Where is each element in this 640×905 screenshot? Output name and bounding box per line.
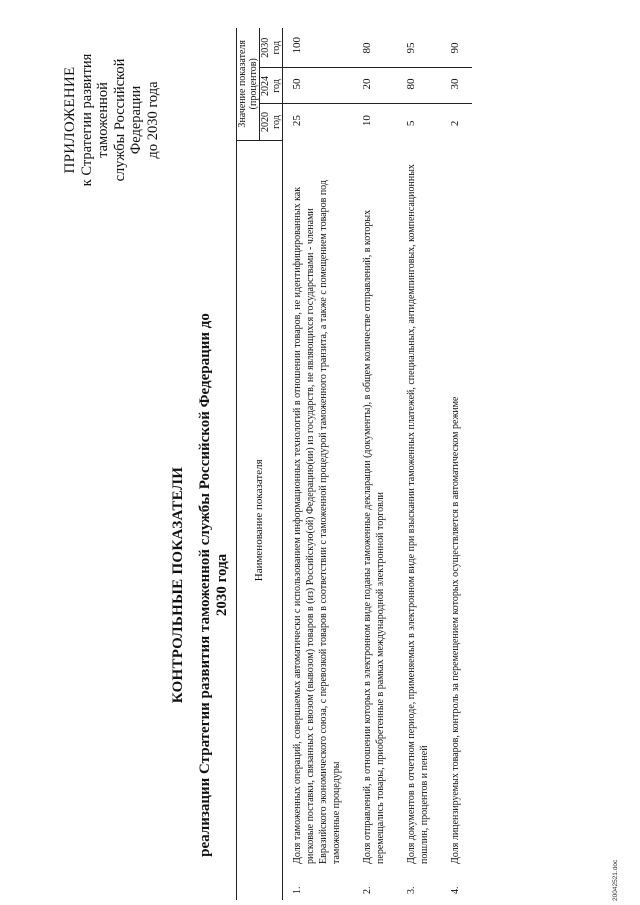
year-unit: год [271,40,282,55]
header-value-line: (процентов) [248,58,259,110]
value-2020: 10 [361,115,373,127]
value-2024: 20 [353,68,397,104]
value-2030: 80 [353,28,397,68]
title-sub: реализации Стратегии развития таможенной службы Российской Федерации до 2030 года [197,313,230,857]
value-2030: 100 [283,28,354,68]
title-main: КОНТРОЛЬНЫЕ ПОКАЗАТЕЛИ [170,466,186,704]
table-row [441,28,472,900]
value-2024: 50 [283,68,354,104]
header-year-2024 [260,68,283,104]
year-label: 2024 [260,75,271,96]
value-2024: 30 [441,68,472,104]
table-row [397,28,441,900]
row-number: 1. [292,886,303,894]
row-name: Доля таможенных операций, совершаемых автоматически с использованием информационных технологий в отношении товаров, не идентифицированных как рисковые поставки, связанных с ввозом (вывозом) товаров в (из) Российскую(ой) Федерацию(ии) из государств, не являющихся государствами - членами Евразийского экономического союза, с перевозкой товаров в соответствии с таможенной процедурой таможенного транзита, а также с помещением товаров под таможенные процедуры [292,180,342,864]
header-value [237,28,260,140]
value-2020: 2 [449,120,461,127]
document-id: 20042521.doc [612,859,619,901]
value-2020: 5 [405,120,417,127]
year-label: 2020 [260,112,271,133]
header-value-line: Значение показателя [237,40,248,128]
row-name: Доля лицензируемых товаров, контроль за перемещением которых осуществляется в автоматическом режиме [450,396,461,864]
value-2024: 80 [397,68,441,104]
row-number: 2. [362,886,373,894]
row-number: 3. [406,886,417,894]
year-label: 2030 [260,37,271,58]
appendix-line: к Стратегии развития таможенной [78,53,111,187]
row-name: Доля документов в отчетном периоде, применяемых в электронном виде при взыскании таможенных платежей, специальных, антидемпинговых, компенсационных пошлин, процентов и пеней [406,164,430,864]
document-title [170,305,231,865]
indicators-table [236,28,472,900]
value-2020: 25 [291,115,303,127]
row-number: 4. [450,886,461,894]
table-row [353,28,397,900]
row-name: Доля отправлений, в отношении которых в электронном виде поданы таможенные декларации (документы), в общем количестве отправлений, в которых перемещались товары, приобретенные в рамках международной электронной торговли [362,209,386,864]
header-year-2030 [260,28,283,68]
value-2030: 90 [441,28,472,68]
year-unit: год [271,115,282,129]
value-2030: 95 [397,28,441,68]
header-name: Наименование показателя [237,140,283,900]
header-year-2020 [260,104,283,140]
appendix-line: службы Российской Федерации [111,58,144,182]
appendix-block [62,25,161,215]
appendix-line: до 2030 года [144,81,161,159]
year-unit: год [271,79,282,93]
appendix-heading: ПРИЛОЖЕНИЕ [62,66,78,174]
table-row [283,28,354,900]
